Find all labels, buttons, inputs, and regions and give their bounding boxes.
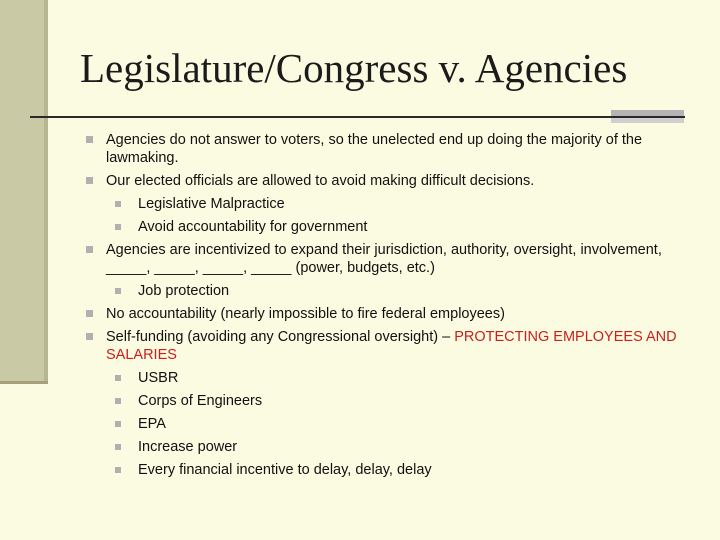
square-bullet-icon	[115, 201, 121, 207]
bullet-no-accountability	[83, 305, 683, 323]
square-bullet-icon	[115, 224, 121, 230]
sub-bullet-text: Every financial incentive to delay, delay, delay	[138, 462, 432, 478]
sub-bullet-text: Corps of Engineers	[138, 393, 263, 409]
sub-bullet-epa	[83, 415, 683, 433]
square-bullet-icon	[86, 310, 93, 317]
sub-bullet-avoid-accountability	[83, 218, 683, 236]
bullet-text: No accountability (nearly impossible to fire federal employees)	[106, 306, 505, 322]
slide-body	[83, 131, 683, 484]
sub-bullet-legislative-malpractice	[83, 195, 683, 213]
sub-bullet-text: Job protection	[138, 283, 230, 299]
square-bullet-icon	[115, 288, 121, 294]
sub-bullet-job-protection	[83, 282, 683, 300]
left-decorative-bar	[0, 0, 47, 383]
sub-bullet-financial-incentive	[83, 461, 683, 479]
bullet-elected-officials	[83, 172, 683, 190]
left-bar-cap	[0, 381, 48, 384]
bullet-text: Self-funding (avoiding any Congressional oversight) –	[106, 329, 455, 345]
square-bullet-icon	[86, 333, 93, 340]
square-bullet-icon	[86, 136, 93, 143]
bullet-text: Agencies do not answer to voters, so the unelected end up doing the majority of the lawmaking.	[106, 132, 643, 166]
square-bullet-icon	[115, 421, 121, 427]
square-bullet-icon	[115, 398, 121, 404]
title-rule-accent-lower	[611, 118, 684, 123]
sub-bullet-corps-of-engineers	[83, 392, 683, 410]
sub-bullet-text: Increase power	[138, 439, 238, 455]
highlight-text: PROTECTING EMPLOYEES AND SALARIES	[106, 329, 677, 363]
sub-bullet-usbr	[83, 369, 683, 387]
sub-bullet-text: EPA	[138, 416, 166, 432]
square-bullet-icon	[115, 444, 121, 450]
bullet-agencies-unelected	[83, 131, 683, 167]
bullet-agencies-incentivized	[83, 241, 683, 277]
square-bullet-icon	[115, 467, 121, 473]
slide-title: Legislature/Congress v. Agencies	[80, 45, 628, 91]
sub-bullet-increase-power	[83, 438, 683, 456]
bullet-self-funding	[83, 328, 683, 364]
square-bullet-icon	[86, 246, 93, 253]
sub-bullet-text: Avoid accountability for government	[138, 219, 368, 235]
sub-bullet-text: Legislative Malpractice	[138, 196, 285, 212]
square-bullet-icon	[115, 375, 121, 381]
sub-bullet-text: USBR	[138, 370, 179, 386]
left-bar-edge	[44, 0, 48, 383]
square-bullet-icon	[86, 177, 93, 184]
title-underline	[30, 116, 685, 118]
bullet-text: Our elected officials are allowed to avoid making difficult decisions.	[106, 173, 535, 189]
bullet-text: Agencies are incentivized to expand their jurisdiction, authority, oversight, involvement, _____, _____, _____, _____ (power, budgets, etc.)	[106, 242, 662, 276]
